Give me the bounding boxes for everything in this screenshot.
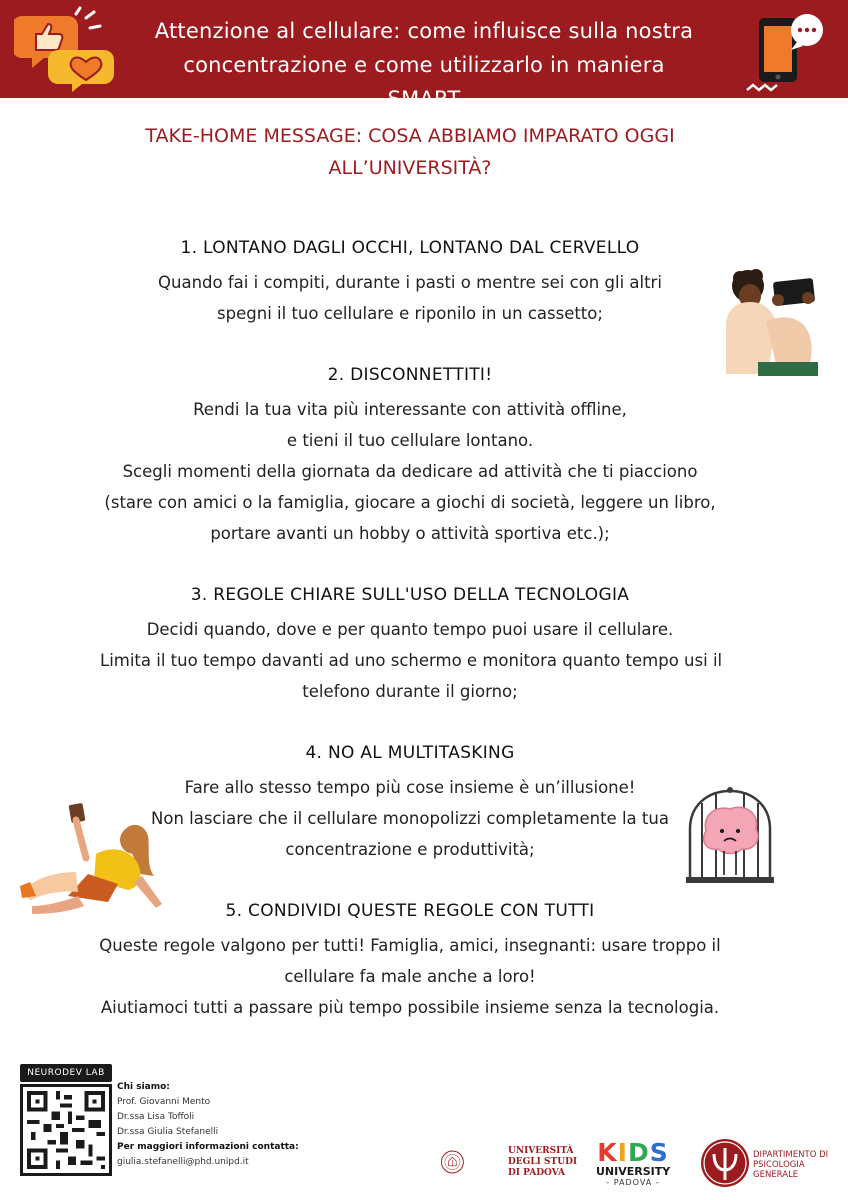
banner-title: [150, 14, 698, 116]
section-heading: 3. REGOLE CHIARE SULL'USO DELLA TECNOLOGIA: [190, 585, 630, 605]
contact-label: Per maggiori informazioni contatta:: [117, 1142, 299, 1152]
dipartimento-name: [753, 1150, 828, 1180]
section-line: portare avanti un hobby o attività sportiva etc.);: [210, 524, 610, 543]
section-body: [100, 267, 720, 329]
contacts-block: [117, 1080, 299, 1170]
unipd-line: UNIVERSITÀ: [508, 1146, 574, 1156]
section-line: telefono durante il giorno;: [302, 682, 518, 701]
section-line: Non lasciare che il cellulare monopolizzi completamente la tua: [151, 809, 669, 828]
section-heading: 1. LONTANO DAGLI OCCHI, LONTANO DAL CERVELLO: [180, 238, 640, 258]
section-body: [100, 394, 720, 549]
section-body: [90, 930, 730, 1023]
person-name: Prof. Giovanni Mento: [117, 1097, 211, 1107]
dip-line: GENERALE: [753, 1170, 799, 1180]
banner-title-line2: concentrazione e come utilizzarlo in maniera SMART: [183, 53, 665, 111]
section-heading: 5. CONDIVIDI QUESTE REGOLE CON TUTTI: [225, 901, 595, 921]
takehome-title: [120, 120, 700, 184]
qr-code-icon[interactable]: [20, 1084, 112, 1176]
unipd-name: [508, 1146, 577, 1179]
dipartimento-psicologia-logo: [700, 1138, 750, 1188]
section-body: [100, 614, 723, 707]
section-body: [100, 772, 720, 865]
section-line: spegni il tuo cellulare e riponilo in un cassetto;: [217, 304, 603, 323]
section-5: [90, 896, 730, 1023]
kids-letter: K: [597, 1138, 618, 1167]
section-4: [100, 738, 720, 865]
person-name: Dr.ssa Giulia Stefanelli: [117, 1127, 219, 1137]
section-line: concentrazione e produttività;: [285, 840, 535, 859]
section-line: Limita il tuo tempo davanti ad uno schermo e monitora quanto tempo usi il: [100, 651, 723, 670]
section-line: Fare allo stesso tempo più cose insieme è un’illusione!: [184, 778, 636, 797]
unipd-line: DEGLI STUDI: [508, 1157, 578, 1167]
neurodev-lab-badge: NEURODEV LAB: [20, 1064, 112, 1082]
contact-email[interactable]: giulia.stefanelli@phd.unipd.it: [117, 1157, 249, 1167]
section-line: e tieni il tuo cellulare lontano.: [286, 431, 534, 450]
section-line: Quando fai i compiti, durante i pasti o mentre sei con gli altri: [158, 273, 662, 292]
dip-line: PSICOLOGIA: [753, 1160, 805, 1170]
person-name: Dr.ssa Lisa Toffoli: [117, 1112, 195, 1122]
banner-title-line1: Attenzione al cellulare: come influisce sulla nostra: [154, 19, 694, 43]
dip-line: DIPARTIMENTO DI: [753, 1150, 829, 1160]
section-line: Rendi la tua vita più interessante con attività offline,: [193, 400, 627, 419]
section-line: cellulare fa male anche a loro!: [284, 967, 536, 986]
person-using-tablet-illustration: [718, 266, 822, 380]
unipd-seal-logo: [440, 1136, 502, 1188]
section-3: [100, 580, 723, 707]
section-line: Queste regole valgono per tutti! Famiglia, amici, insegnanti: usare troppo il: [99, 936, 721, 955]
kids-wordmark: [596, 1140, 670, 1166]
takehome-line1: TAKE-HOME MESSAGE: COSA ABBIAMO IMPARATO OGGI: [145, 125, 675, 147]
kids-letter: D: [627, 1138, 650, 1167]
section-heading: 2. DISCONNETTITI!: [327, 365, 493, 385]
smartphone-chat-bubble-icon: [745, 10, 835, 94]
section-line: (stare con amici o la famiglia, giocare a giochi di società, leggere un libro,: [104, 493, 716, 512]
section-1: [100, 233, 720, 329]
section-line: Decidi quando, dove e per quanto tempo puoi usare il cellulare.: [146, 620, 674, 639]
section-line: Aiutiamoci tutti a passare più tempo possibile insieme senza la tecnologia.: [100, 998, 720, 1017]
section-line: Scegli momenti della giornata da dedicare ad attività che ti piacciono: [122, 462, 698, 481]
kids-university-text: UNIVERSITY: [596, 1165, 671, 1178]
sad-brain-in-cage-illustration: [680, 785, 780, 889]
header-banner: [0, 0, 848, 111]
section-heading: 4. NO AL MULTITASKING: [305, 743, 515, 763]
kids-padova-text: - PADOVA -: [606, 1178, 660, 1187]
thumbs-up-heart-speech-bubbles-icon: [14, 6, 124, 92]
chi-siamo-label: Chi siamo:: [117, 1082, 170, 1092]
takehome-line2: ALL’UNIVERSITÀ?: [328, 157, 492, 179]
unipd-line: DI PADOVA: [508, 1168, 565, 1178]
section-2: [100, 360, 720, 549]
girl-lying-taking-selfie-illustration: [16, 800, 168, 918]
kids-letter: S: [649, 1138, 669, 1167]
kids-university-logo: [596, 1140, 670, 1188]
kids-letter: I: [617, 1138, 628, 1167]
